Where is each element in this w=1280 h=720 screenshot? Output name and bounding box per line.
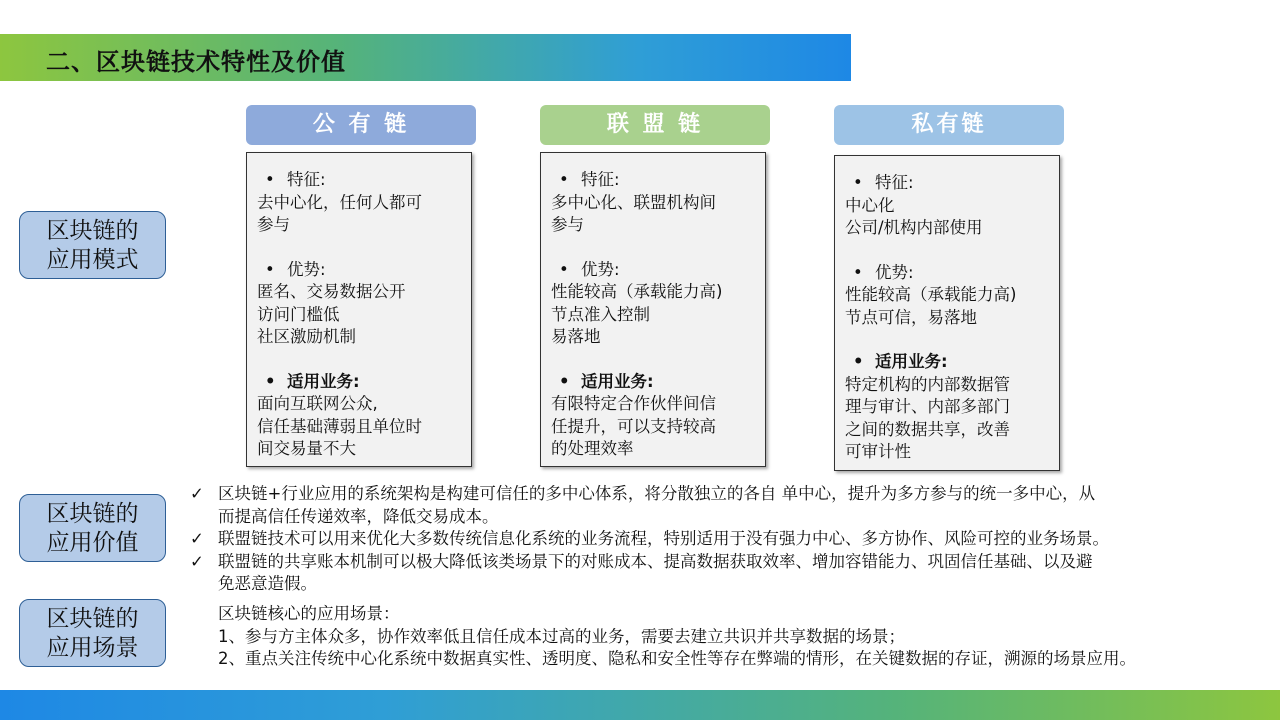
value-item [190,528,1230,551]
advantage-line: 社区激励机制 [257,327,356,346]
feature-title: • 特征: [559,170,620,189]
scene-item: 1、参与方主体众多，协作效率低且信任成本过高的业务，需要去建立共识并共享数据的场景； [218,626,905,646]
private-chain-heading: 私有链 [834,105,1064,145]
value-line: 免恶意造假。 [218,574,317,593]
checkmark-icon: ✓ [190,551,204,571]
label-line: 应用场景 [46,635,139,661]
value-item [190,551,1230,596]
advantage-line: 匿名、交易数据公开 [257,282,406,301]
business-line: 的处理效率 [551,439,634,458]
feature-title: • 特征: [853,173,914,192]
value-line: 而提高信任传递效率，降低交易成本。 [218,506,499,526]
feature-line: 多中心化、联盟机构间 [551,192,716,212]
business-line: 有限特定合作伙伴间信 [551,394,716,413]
advantage-title: • 优势: [265,259,326,279]
feature-line: 参与 [551,215,584,234]
checkmark-icon: ✓ [190,484,204,503]
label-line: 应用价值 [46,530,139,556]
business-line: 理与审计、内部多部门 [845,397,1010,416]
feature-line: 参与 [257,215,290,234]
feature-line: 中心化 [845,195,895,215]
business-title: • 适用业务: [559,371,654,391]
label-line: 区块链的 [46,606,139,632]
business-line: 信任基础薄弱且单位时 [257,416,422,436]
business-line: 面向互联网公众, [257,394,378,413]
feature-title: • 特征: [265,170,326,189]
advantage-line: 访问门槛低 [257,304,340,324]
business-line: 可审计性 [845,442,911,461]
label-line: 应用模式 [46,247,139,273]
value-line: 联盟链的共享账本机制可以极大降低该类场景下的对账成本、提高数据获取效率、增加容错能力、巩固信任基础、以及避 [218,551,1093,571]
label-line: 区块链的 [46,501,139,527]
bottom-bar [0,690,1280,720]
business-title: • 适用业务: [265,371,360,391]
feature-line: 公司/机构内部使用 [845,218,983,237]
advantage-line: 性能较高（承载能力高) [551,282,723,301]
public-chain-heading: 公 有 链 [246,105,476,145]
checkmark-icon: ✓ [190,529,204,548]
value-line: 区块链+行业应用的系统架构是构建可信任的多中心体系，将分散独立的各自 单中心，提升为多方参与的统一多中心，从 [218,484,1096,503]
business-line: 间交易量不大 [257,439,356,458]
advantage-title: • 优势: [853,262,914,282]
business-line: 任提升，可以支持较高 [551,416,716,436]
application-mode-label [19,211,166,279]
scene-intro: 区块链核心的应用场景： [218,604,400,623]
alliance-chain-box [540,152,766,467]
title-bar [0,34,851,81]
application-scene-label [19,599,166,667]
private-chain-box [834,155,1060,471]
value-item [190,483,1230,528]
label-line: 区块链的 [46,218,139,244]
scene-block [218,603,1268,671]
business-line: 特定机构的内部数据管 [845,374,1010,394]
application-value-label [19,494,166,562]
alliance-chain-heading: 联 盟 链 [540,105,770,145]
advantage-line: 易落地 [551,327,601,346]
public-chain-box [246,152,472,467]
advantage-line: 性能较高（承载能力高) [845,285,1017,304]
advantage-title: • 优势: [559,259,620,279]
advantage-line: 节点准入控制 [551,304,650,324]
value-list [190,483,1230,596]
business-line: 之间的数据共享，改善 [845,419,1010,439]
page-title: 二、区块链技术特性及价值 [46,48,346,76]
advantage-line: 节点可信，易落地 [845,307,977,327]
business-title: • 适用业务: [853,352,948,371]
value-line: 联盟链技术可以用来优化大多数传统信息化系统的业务流程，特别适用于没有强力中心、多方协作、风险可控的业务场景。 [218,529,1109,548]
feature-line: 去中心化，任何人都可 [257,192,422,212]
scene-item: 2、重点关注传统中心化系统中数据真实性、透明度、隐私和安全性等存在弊端的情形，在关键数据的存证，溯源的场景应用。 [218,649,1136,668]
